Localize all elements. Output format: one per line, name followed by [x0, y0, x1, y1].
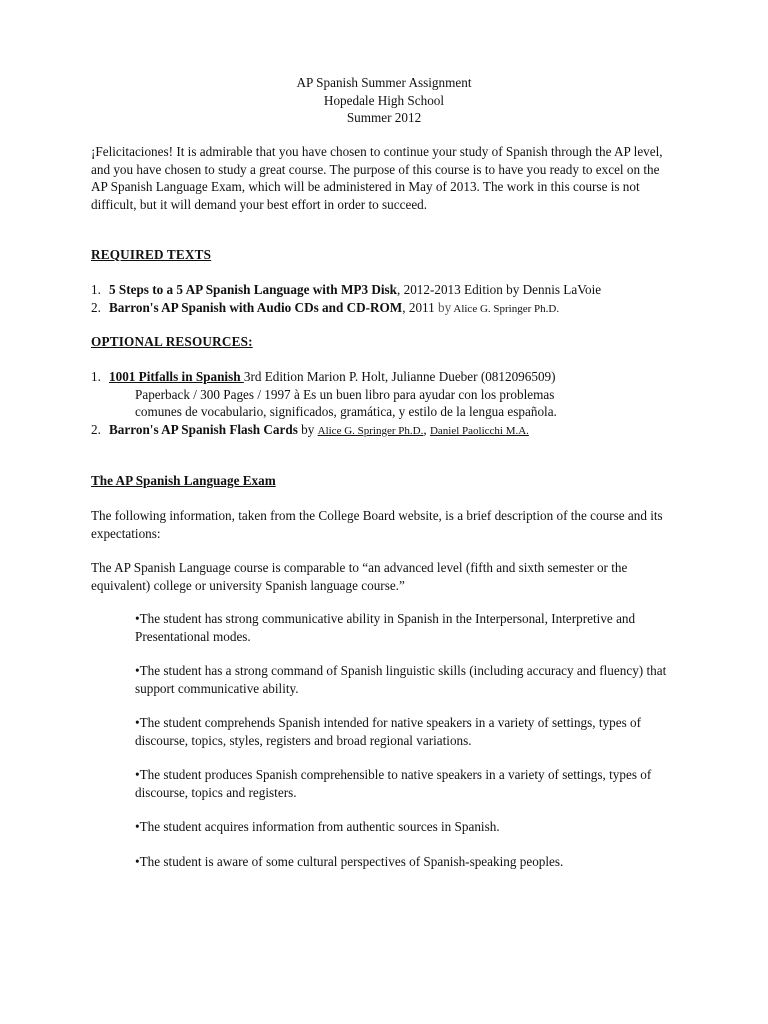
- book-title: 5 Steps to a 5 AP Spanish Language with MP3 Disk: [109, 282, 397, 297]
- book-title-link[interactable]: 1001 Pitfalls in Spanish: [109, 369, 244, 384]
- optional-resources-section: [91, 333, 676, 351]
- header-school: Hopedale High School: [323, 92, 445, 108]
- exam-heading: The AP Spanish Language Exam: [91, 473, 276, 488]
- book-details: 3rd Edition Marion P. Holt, Julianne Dueber (0812096509): [243, 369, 556, 384]
- exam-description-block: [91, 507, 676, 542]
- book-title: Barron's AP Spanish with Audio CDs and CD-ROM: [109, 299, 403, 315]
- book-title: Barron's AP Spanish Flash Cards: [109, 421, 298, 437]
- header-term: Summer 2012: [346, 110, 422, 125]
- list-item: [91, 281, 676, 299]
- exam-comparison-block: [91, 559, 676, 594]
- by-word: by: [297, 421, 318, 437]
- list-number: 2.: [91, 299, 101, 315]
- book-details: , 2012-2013 Edition by Dennis LaVoie: [397, 282, 602, 297]
- required-texts-section: [91, 246, 676, 264]
- required-texts-list: [91, 281, 676, 318]
- author-separator: ,: [423, 421, 430, 437]
- list-item: •The student comprehends Spanish intended for native speakers in a variety of settings, types of discourse, topics, styles, registers and broad regional variations.: [135, 715, 641, 748]
- book-description-line: Paperback / 300 Pages / 1997 à Es un buen libro para ayudar con los problemas: [135, 386, 555, 402]
- list-item: •The student acquires information from authentic sources in Spanish.: [135, 819, 500, 834]
- list-item: •The student is aware of some cultural perspectives of Spanish-speaking peoples.: [135, 853, 564, 869]
- list-number: 2.: [91, 421, 101, 437]
- required-texts-heading: REQUIRED TEXTS: [91, 247, 212, 262]
- header-title: AP Spanish Summer Assignment: [296, 75, 472, 90]
- optional-resources-list: [91, 368, 676, 440]
- book-author: Alice G. Springer Ph.D.: [451, 302, 560, 315]
- document-header: [0, 74, 768, 127]
- optional-resources-heading: OPTIONAL RESOURCES:: [91, 334, 253, 349]
- list-item: •The student has a strong command of Spanish linguistic skills (including accuracy and fluency) that support communicative ability.: [135, 663, 667, 696]
- exam-description: The following information, taken from the College Board website, is a brief description of the course and its expectations:: [91, 508, 663, 541]
- list-item: [91, 299, 676, 319]
- intro-paragraph-block: [91, 143, 676, 213]
- list-item: [91, 421, 676, 441]
- book-description-line: comunes de vocabulario, significados, gramática, y estilo de la lengua española.: [135, 404, 557, 419]
- list-item: •The student has strong communicative ability in Spanish in the Interpersonal, Interpretive and Presentational modes.: [135, 611, 636, 644]
- exam-section: [91, 472, 676, 490]
- list-item: [91, 368, 676, 386]
- author-link[interactable]: Daniel Paolicchi M.A.: [429, 424, 529, 437]
- intro-paragraph: ¡Felicitaciones! It is admirable that you have chosen to continue your study of Spanish through the AP level, and you have chosen to study a great course. The purpose of this course is to have you ready to excel on the AP Spanish Language Exam, which will be administered in May of 2013. The work in this course is not difficult, but it will demand your best effort in order to succeed.: [91, 144, 663, 212]
- list-number: 1.: [91, 369, 101, 384]
- expectations-list: [135, 610, 680, 887]
- list-number: 1.: [91, 282, 101, 297]
- list-item: •The student produces Spanish comprehensible to native speakers in a variety of settings, types of discourse, topics and registers.: [135, 767, 652, 800]
- author-link[interactable]: Alice G. Springer Ph.D.: [317, 424, 424, 437]
- exam-comparison: The AP Spanish Language course is comparable to “an advanced level (fifth and sixth semester or the equivalent) college or university Spanish language course.”: [91, 560, 628, 593]
- by-word: by: [438, 299, 452, 315]
- book-details: , 2011: [402, 299, 439, 315]
